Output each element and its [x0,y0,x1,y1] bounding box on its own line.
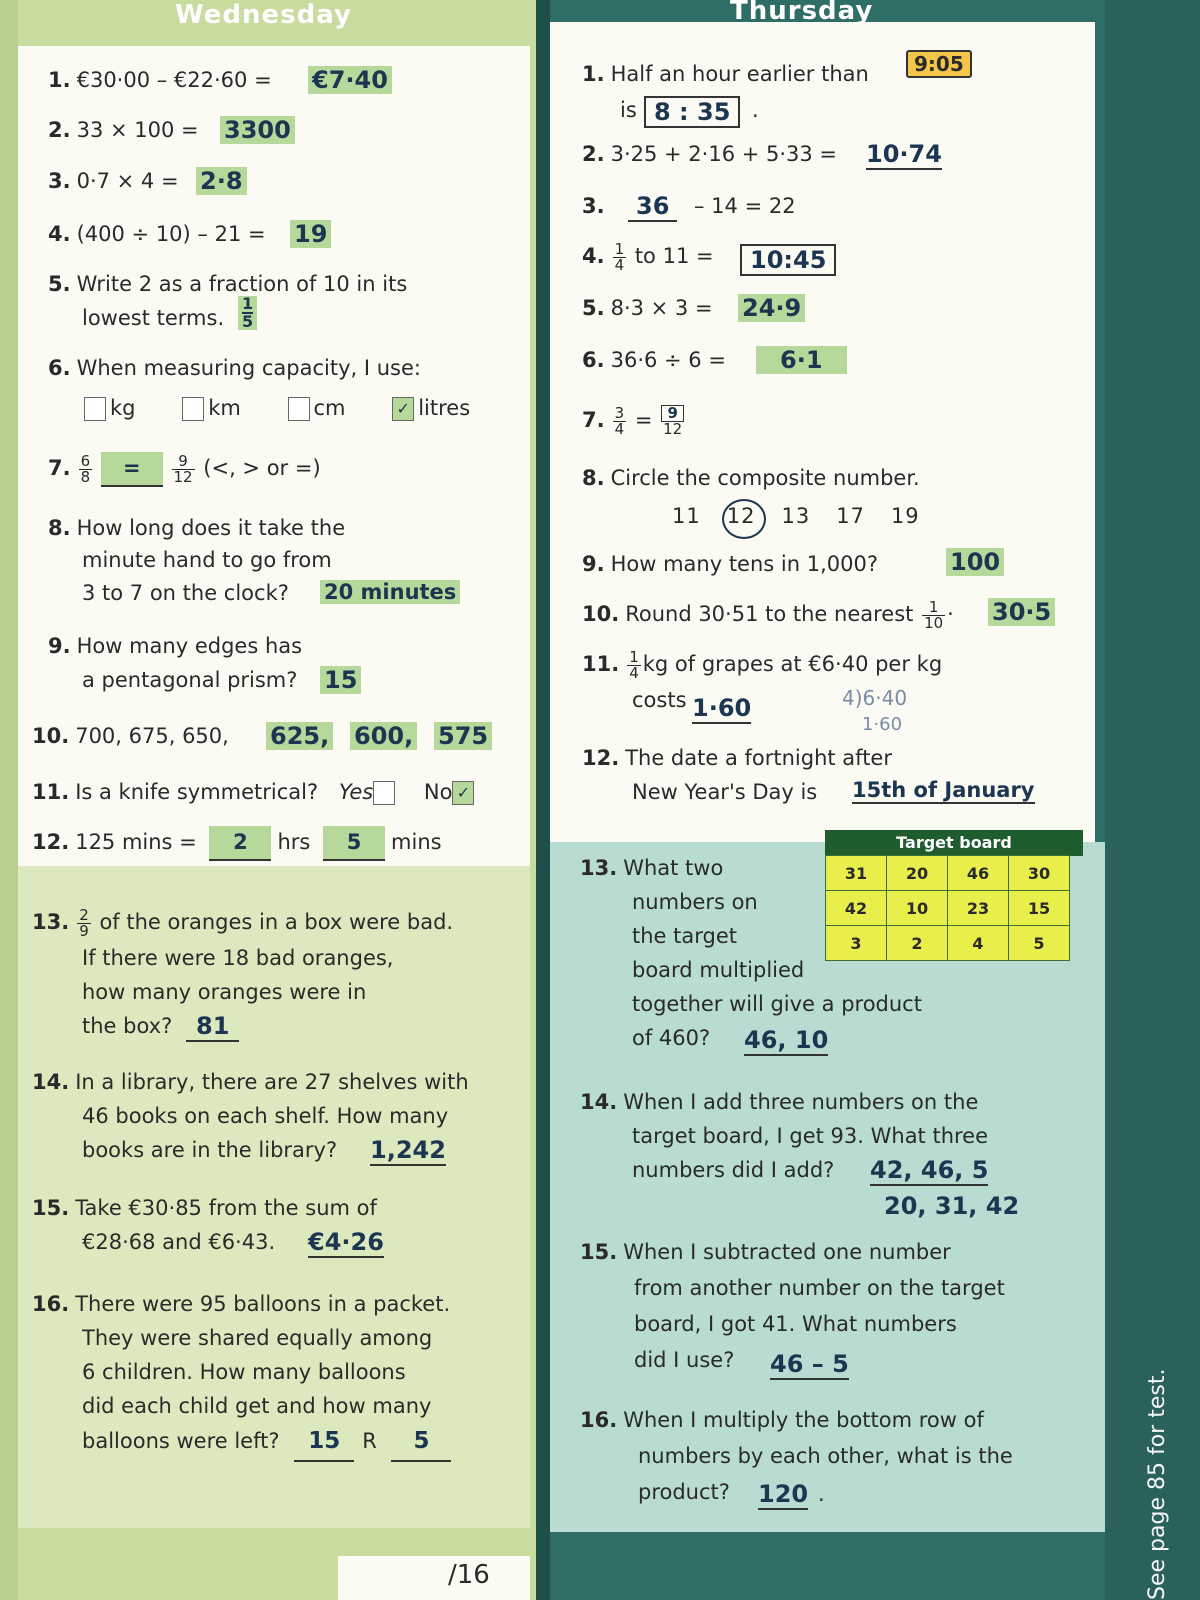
wed-q13-line3: how many oranges were in [82,980,367,1004]
target-cell: 31 [826,856,887,891]
thu-q14-line2: target board, I get 93. What three [632,1124,989,1148]
thu-q11-working-2: 1·60 [862,714,903,735]
wed-q11: 11. Is a knife symmetrical? Yes No ✓ [32,776,478,809]
thu-q6-answer[interactable]: 6·1 [756,346,847,374]
thu-q1-is: is [620,98,637,122]
litres-checkbox[interactable]: ✓ [392,397,414,421]
thu-q2-answer[interactable]: 10·74 [866,140,942,168]
thu-q15-line3: board, I got 41. What numbers [634,1312,957,1336]
no-checkbox[interactable]: ✓ [452,781,474,805]
thu-q6: 6. 36·6 ÷ 6 = [582,348,726,372]
thu-q13-line2: numbers on [632,890,758,914]
target-cell: 4 [948,926,1009,961]
thu-q11: 11. $\frac{1}{4}$ kg of grapes at €6·40 per kg [582,647,943,682]
thu-q13-line4: board multiplied [632,958,805,982]
wed-q9: 9. How many edges has [48,634,303,658]
thu-q1-answer[interactable]: 8 : 35 [644,96,740,128]
target-cell: 20 [887,856,948,891]
thu-q9: 9. How many tens in 1,000? [582,552,878,576]
wed-q13-line4: the box? [82,1014,173,1038]
thu-q8: 8. Circle the composite number. [582,466,920,490]
thu-q13-line5: together will give a product [632,992,922,1016]
target-board-title: Target board [825,830,1083,856]
thu-q7: 7. $\frac{3}{4}$ = $\frac{9}{12}$ [582,403,683,438]
wed-q8-answer[interactable]: 20 minutes [320,580,460,604]
wed-q16-line2: They were shared equally among [82,1326,433,1350]
thu-q16-dot: . [818,1482,825,1506]
wed-q4: 4. (400 ÷ 10) – 21 = [48,222,266,246]
wed-q14-line3: books are in the library? [82,1138,338,1162]
thu-q14-line3: numbers did I add? [632,1158,835,1182]
target-board [825,855,1070,961]
wed-q16-answer-remainder[interactable]: 5 [391,1424,451,1462]
wed-q6: 6. When measuring capacity, I use: [48,356,421,380]
thu-q1: 1. Half an hour earlier than [582,62,869,86]
wed-q9-answer[interactable]: 15 [320,666,361,694]
thu-q15-line4: did I use? [634,1348,735,1372]
wed-q13: 13. $\frac{2}{9}$ of the oranges in a box were bad. [32,905,454,940]
wed-q8: 8. How long does it take the [48,516,346,540]
wed-q15-answer[interactable]: €4·26 [308,1228,384,1256]
wed-q7-answer[interactable]: = [101,452,163,487]
thu-q1-dot: . [752,98,759,122]
target-cell: 30 [1009,856,1070,891]
wed-q10-answer-1[interactable]: 625, [266,722,333,750]
wed-q3-answer[interactable]: 2·8 [196,167,247,195]
wed-q16-answer-quotient[interactable]: 15 [294,1424,354,1462]
left-page-edge [0,0,18,1600]
wed-q16-line5: balloons were left? 15 R 5 [82,1424,459,1462]
wed-q13-line2: If there were 18 bad oranges, [82,946,394,970]
target-cell: 15 [1009,891,1070,926]
thu-q13: 13. What two [580,856,724,880]
target-cell: 46 [948,856,1009,891]
thu-q15: 15. When I subtracted one number [580,1240,951,1264]
wed-q9-line2: a pentagonal prism? [82,668,298,692]
wed-q15-line2: €28·68 and €6·43. [82,1230,276,1254]
thu-q15-answer[interactable]: 46 – 5 [770,1350,849,1378]
wed-q14-answer[interactable]: 1,242 [370,1136,446,1164]
thursday-heading: Thursday [730,0,874,26]
thu-q8-answer: 12 [726,504,756,528]
thu-q12: 12. The date a fortnight after [582,746,892,770]
thu-q16-line3: product? [638,1480,730,1504]
wednesday-heading: Wednesday [175,0,352,30]
wed-q10-answer-2[interactable]: 600, [350,722,417,750]
thu-q7-answer[interactable]: $\frac{9}{12}$ [663,404,683,438]
thu-q13-line3: the target [632,924,737,948]
thu-q9-answer[interactable]: 100 [946,548,1004,576]
thu-q4-answer[interactable]: 10:45 [740,244,836,276]
thu-q8-circle [722,499,766,539]
wed-q12-hours[interactable]: 2 [209,826,271,861]
wed-q5-line2: lowest terms. [82,306,225,330]
wed-q8-line2: minute hand to go from [82,548,332,572]
score-box [338,1556,530,1600]
thu-q5-answer[interactable]: 24·9 [738,294,805,322]
thu-q11-line2: costs [632,688,687,712]
wed-q8-line3: 3 to 7 on the clock? [82,581,289,605]
target-cell: 3 [826,926,887,961]
wed-q7: 7. $\frac{6}{8}$ = $\frac{9}{12}$ (<, > or =) [48,451,321,486]
target-cell: 10 [887,891,948,926]
wed-q15: 15. Take €30·85 from the sum of [32,1196,377,1220]
kg-checkbox[interactable] [84,397,106,421]
thu-q16-line2: numbers by each other, what is the [638,1444,1013,1468]
thu-q16: 16. When I multiply the bottom row of [580,1408,984,1432]
thu-q13-answer[interactable]: 46, 10 [744,1026,829,1054]
thu-q2: 2. 3·25 + 2·16 + 5·33 = [582,142,838,166]
wed-q14-line2: 46 books on each shelf. How many [82,1104,449,1128]
thu-q12-answer[interactable]: 15th of January [852,778,1035,802]
wed-q16-line3: 6 children. How many balloons [82,1360,406,1384]
wed-q2: 2. 33 × 100 = [48,118,199,142]
thu-q10: 10. Round 30·51 to the nearest $\frac{1}{10}$ · [582,597,954,632]
target-cell: 5 [1009,926,1070,961]
target-cell: 2 [887,926,948,961]
cm-checkbox[interactable] [288,397,310,421]
wed-q10: 10. 700, 675, 650, [32,724,229,748]
wed-q1: 1. €30·00 – €22·60 = [48,68,272,92]
wed-q1-answer[interactable]: €7·40 [308,66,392,94]
thu-q13-line6: of 460? [632,1026,711,1050]
thu-q4: 4. $\frac{1}{4}$ to 11 = [582,239,714,274]
thu-q3-answer[interactable]: 36 [628,192,677,222]
thu-q11-answer[interactable]: 1·60 [692,694,752,722]
thu-q14-answer-2[interactable]: 20, 31, 42 [884,1192,1020,1220]
wed-q12-mins[interactable]: 5 [323,826,385,861]
wed-q14: 14. In a library, there are 27 shelves with [32,1070,469,1094]
thu-q1-time: 9:05 [906,50,972,78]
thu-q11-working-1: 4)6·40 [842,686,908,710]
thu-q3-text: – 14 = 22 [694,194,796,218]
wed-q4-answer[interactable]: 19 [290,220,331,248]
km-checkbox[interactable] [182,397,204,421]
wed-q5: 5. Write 2 as a fraction of 10 in its [48,272,408,296]
thu-q15-line2: from another number on the target [634,1276,1005,1300]
thu-q16-answer[interactable]: 120 [758,1480,809,1508]
right-page-edge [1105,0,1200,1600]
wed-q5-answer[interactable]: 1 5 [238,296,257,330]
target-cell: 23 [948,891,1009,926]
score-label: /16 [448,1560,490,1590]
thu-q12-line2: New Year's Day is [632,780,818,804]
wed-q6-options: kg km cm ✓ litres [84,392,470,425]
wed-q12: 12. 125 mins = 2 hrs 5 mins [32,826,442,861]
side-note: See page 85 for test. [1145,1368,1170,1600]
thu-q14-answer[interactable]: 42, 46, 5 [870,1156,989,1184]
wed-q10-answer-3[interactable]: 575 [434,722,492,750]
wed-q3: 3. 0·7 × 4 = [48,169,179,193]
thu-q10-answer[interactable]: 30·5 [988,598,1055,626]
thu-q5: 5. 8·3 × 3 = [582,296,713,320]
target-cell: 42 [826,891,887,926]
yes-checkbox[interactable] [373,781,395,805]
wed-q13-answer[interactable]: 81 [186,1012,239,1042]
wed-q16: 16. There were 95 balloons in a packet. [32,1292,451,1316]
book-spine [536,0,550,1600]
thu-q14: 14. When I add three numbers on the [580,1090,979,1114]
wed-q2-answer[interactable]: 3300 [220,116,295,144]
wed-q16-line4: did each child get and how many [82,1394,432,1418]
thu-q8-numbers: 11 12 13 17 19 [672,504,920,528]
thu-q3: 3. [582,194,605,218]
